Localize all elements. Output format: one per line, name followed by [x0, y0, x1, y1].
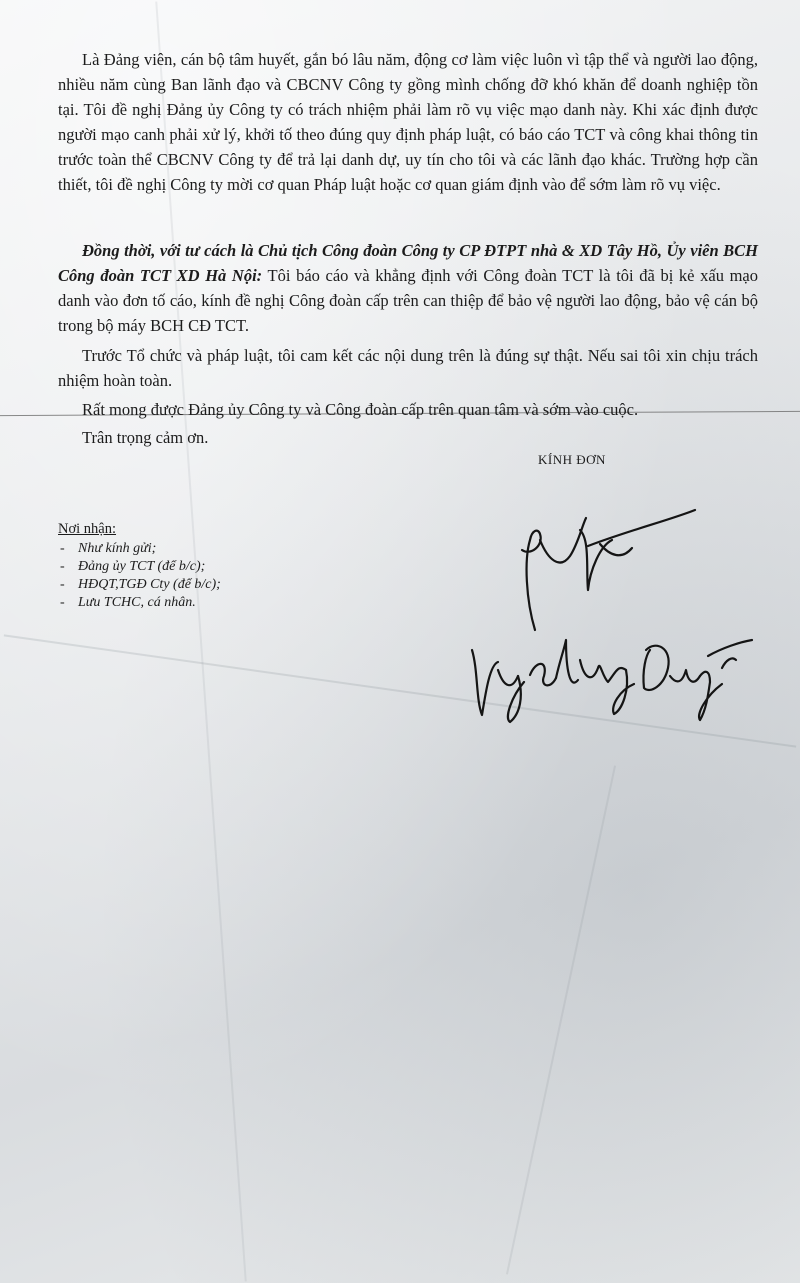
paragraph-text: Trước Tổ chức và pháp luật, tôi cam kết các nội dung trên là đúng sự thật. Nếu sai tôi xin chịu trách nhiệm hoàn toàn. — [58, 346, 758, 390]
recipients-block — [58, 520, 221, 612]
handwritten-signature — [460, 500, 760, 730]
recipient-item: - Lưu TCHC, cá nhân. — [58, 594, 221, 612]
paragraph-commitment — [58, 47, 758, 197]
paper-crease — [506, 765, 616, 1274]
recipient-item: - HĐQT,TGĐ Cty (để b/c); — [58, 576, 221, 594]
paragraph-emphasis: Đồng thời, với tư cách là Chủ tịch Công đoàn Công ty CP ĐTPT nhà & XD Tây Hồ, Ủy viên BCH Công đoàn TCT XD Hà Nội: — [58, 241, 758, 285]
recipient-item: - Như kính gửi; — [58, 540, 221, 558]
paragraph-text: Là Đảng viên, cán bộ tâm huyết, gắn bó lâu năm, động cơ làm việc luôn vì tập thể và người lao động, nhiều năm cùng Ban lãnh đạo và CBCNV Công ty gồng mình chống đỡ khó khăn để doanh nghiệp tồn tại. Tôi đề nghị Đảng ủy Công ty có trách nhiệm phải làm rõ vụ việc mạo danh này. Khi xác định được người mạo canh phải xử lý, khởi tố theo đúng quy định pháp luật, có báo cáo TCT và công khai thông tin trước toàn thể CBCNV Công ty để trả lại danh dự, uy tín cho tôi và các lãnh đạo khác. Trường hợp cần thiết, tôi đề nghị Công ty mời cơ quan Pháp luật hoặc cơ quan giám định vào để sớm làm rõ vụ việc. — [58, 50, 758, 194]
paragraph-pledge — [58, 343, 758, 393]
recipients-list — [58, 540, 221, 612]
closing-kinh-don: KÍNH ĐƠN — [538, 452, 606, 467]
paragraph-thanks: Trân trọng cảm ơn. — [82, 428, 209, 447]
paragraph-request: Rất mong được Đảng ủy Công ty và Công đoàn cấp trên quan tâm và sớm vào cuộc. — [82, 400, 639, 419]
paragraph-union — [58, 238, 758, 338]
recipients-title: Nơi nhận: — [58, 521, 117, 537]
recipient-item: - Đảng ủy TCT (để b/c); — [58, 558, 221, 576]
paragraph-text: Tôi báo cáo và khẳng định với Công đoàn TCT là tôi đã bị kẻ xấu mạo danh vào đơn tố cáo, kính đề nghị Công đoàn cấp trên can thiệp để bảo vệ người lao động, bảo vệ cán bộ trong bộ máy BCH CĐ TCT. — [58, 266, 758, 335]
